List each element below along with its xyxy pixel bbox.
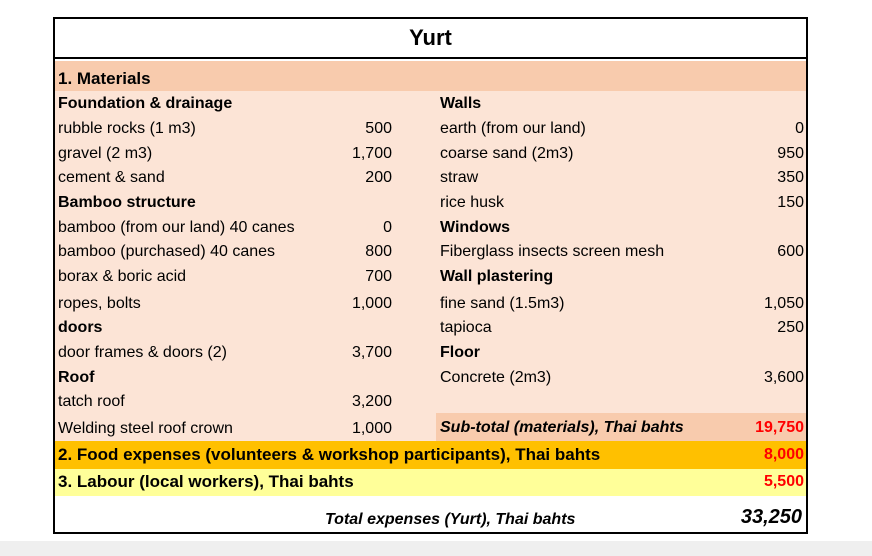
item-value: 700 [365, 268, 392, 285]
section-heading: Floor [440, 344, 480, 361]
total-value: 33,250 [740, 506, 802, 528]
item-label: borax & boric acid [58, 268, 187, 285]
item-label: rubble rocks (1 m3) [58, 120, 196, 137]
item-value: 800 [365, 243, 392, 260]
item-label: tatch roof [58, 393, 125, 410]
item-value: 600 [777, 243, 804, 260]
item-label: cement & sand [58, 169, 165, 186]
section-heading: Foundation & drainage [58, 95, 233, 112]
item-value: 1,700 [351, 145, 392, 162]
item-label: ropes, bolts [58, 295, 141, 312]
section-heading: doors [58, 319, 103, 336]
item-label: fine sand (1.5m3) [440, 295, 565, 312]
section-heading: Wall plastering [440, 268, 554, 285]
bottom-strip [0, 541, 872, 556]
item-label: Welding steel roof crown [58, 420, 233, 437]
item-value: 3,700 [351, 344, 392, 361]
item-value: 1,050 [763, 295, 804, 312]
total-label: Total expenses (Yurt), Thai bahts [325, 511, 576, 528]
materials-heading: 1. Materials [58, 69, 151, 88]
item-label: bamboo (from our land) 40 canes [58, 219, 295, 236]
item-value: 1,000 [351, 420, 392, 437]
item-label: tapioca [440, 319, 492, 336]
food-label: 2. Food expenses (volunteers & workshop participants), Thai bahts [58, 445, 601, 464]
table-title [53, 17, 808, 59]
section-heading: Windows [440, 219, 511, 236]
item-label: rice husk [440, 194, 505, 211]
title-text: Yurt [409, 25, 452, 50]
item-label: gravel (2 m3) [58, 145, 153, 162]
section-heading: Bamboo structure [58, 194, 196, 211]
item-value: 3,200 [351, 393, 392, 410]
labour-value: 5,500 [763, 473, 804, 490]
section-heading: Roof [58, 369, 95, 386]
subtotal-label: Sub-total (materials), Thai bahts [440, 419, 684, 436]
item-label: straw [440, 169, 479, 186]
section-heading: Walls [440, 95, 482, 112]
item-value: 250 [777, 319, 804, 336]
labour-label: 3. Labour (local workers), Thai bahts [58, 472, 354, 491]
item-value: 350 [777, 169, 804, 186]
subtotal-value: 19,750 [755, 419, 804, 436]
item-value: 0 [383, 219, 392, 236]
food-value: 8,000 [763, 446, 804, 463]
item-value: 200 [365, 169, 392, 186]
item-value: 1,000 [351, 295, 392, 312]
item-value: 150 [777, 194, 804, 211]
item-label: door frames & doors (2) [58, 344, 227, 361]
item-value: 500 [365, 120, 392, 137]
item-label: coarse sand (2m3) [440, 145, 574, 162]
item-value: 3,600 [763, 369, 804, 386]
item-label: Fiberglass insects screen mesh [440, 243, 665, 260]
item-label: bamboo (purchased) 40 canes [58, 243, 276, 260]
item-label: earth (from our land) [440, 120, 586, 137]
item-value: 950 [777, 145, 804, 162]
item-value: 0 [795, 120, 804, 137]
item-label: Concrete (2m3) [440, 369, 552, 386]
